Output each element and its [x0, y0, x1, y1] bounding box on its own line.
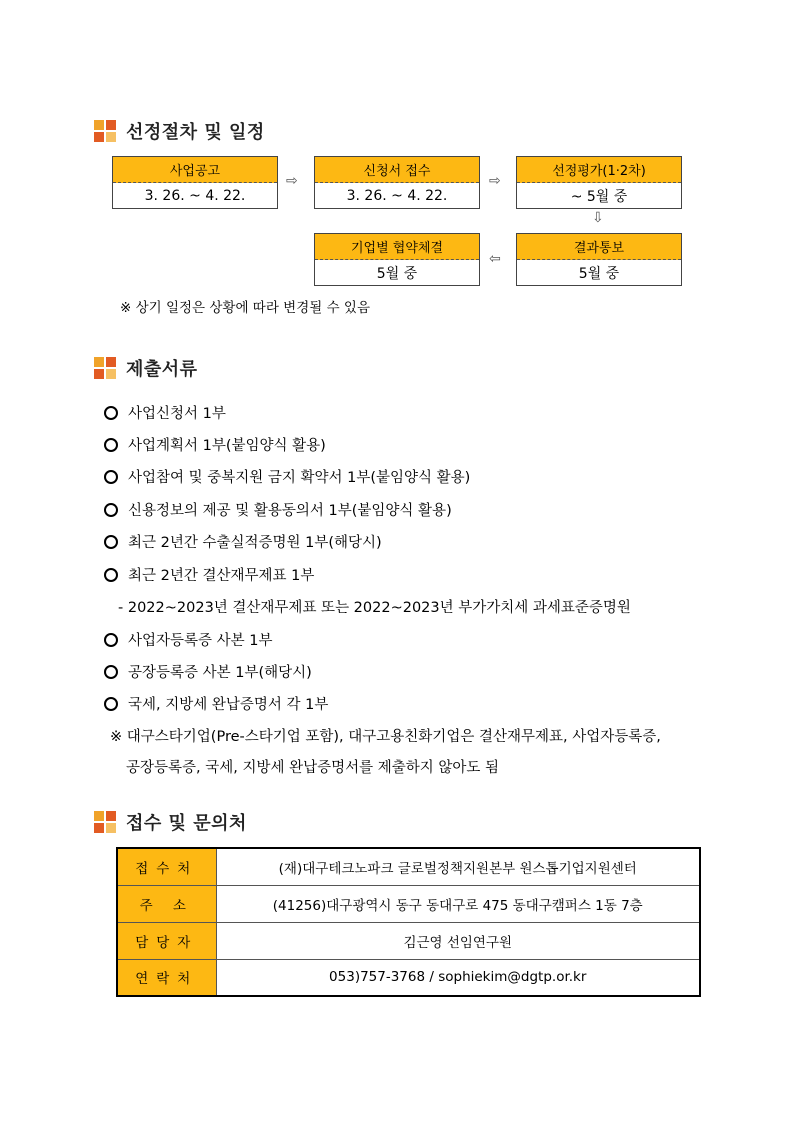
circle-bullet-icon [104, 406, 118, 420]
contact-label: 주 소 [117, 885, 216, 922]
step-application [314, 156, 480, 209]
list-item: 최근 2년간 수출실적증명원 1부(해당시) [104, 531, 382, 552]
circle-bullet-icon [104, 470, 118, 484]
circle-bullet-icon [104, 633, 118, 647]
table-row [117, 885, 700, 922]
list-sub-item: - 2022~2023년 결산재무제표 또는 2022~2023년 부가가치세 과세표준증명원 [118, 600, 631, 616]
section-title: 접수 및 문의처 [126, 813, 247, 834]
step-title: 선정평가(1·2차) [517, 157, 681, 183]
step-title: 사업공고 [113, 157, 277, 183]
circle-bullet-icon [104, 438, 118, 452]
list-item: 공장등록증 사본 1부(해당시) [104, 661, 312, 682]
section-bullet-icon [94, 357, 116, 379]
list-item: 최근 2년간 결산재무제표 1부 [104, 564, 314, 585]
circle-bullet-icon [104, 697, 118, 711]
contact-label: 연락처 [117, 959, 216, 996]
list-item: 사업참여 및 중복지원 금지 확약서 1부(붙임양식 활용) [104, 466, 470, 487]
step-date: 3. 26. ~ 4. 22. [346, 187, 448, 204]
step-date: 5월 중 [578, 265, 620, 282]
contact-value: 김근영 선임연구원 [216, 922, 700, 959]
table-row [117, 959, 700, 996]
arrow-right-icon: ⇨ [489, 173, 501, 189]
section-title: 선정절차 및 일정 [126, 122, 265, 143]
contact-value: (41256)대구광역시 동구 동대구로 475 동대구캠퍼스 1동 7층 [216, 885, 700, 922]
step-announcement [112, 156, 278, 209]
step-agreement [314, 233, 480, 286]
list-item: 사업신청서 1부 [104, 402, 226, 423]
list-item: 사업계획서 1부(붙임양식 활용) [104, 434, 326, 455]
step-title: 기업별 협약체결 [315, 234, 479, 260]
section-title: 제출서류 [126, 359, 198, 380]
contact-label: 담당자 [117, 922, 216, 959]
list-item: 국세, 지방세 완납증명서 각 1부 [104, 693, 328, 714]
list-item: 사업자등록증 사본 1부 [104, 629, 273, 650]
table-row [117, 922, 700, 959]
step-notification [516, 233, 682, 286]
circle-bullet-icon [104, 665, 118, 679]
contact-label: 접수처 [117, 848, 216, 885]
table-row [117, 848, 700, 885]
step-date: ~ 5월 중 [570, 188, 628, 205]
schedule-note: ※ 상기 일정은 상황에 따라 변경될 수 있음 [120, 300, 371, 316]
arrow-left-icon: ⇦ [489, 251, 501, 267]
contact-value[interactable]: 053)757-3768 / sophiekim@dgtp.or.kr [216, 959, 700, 996]
section-header-documents [94, 355, 198, 381]
arrow-down-icon: ⇩ [592, 210, 604, 226]
step-date: 5월 중 [376, 265, 418, 282]
section-header-schedule [94, 118, 265, 144]
list-item: 신용정보의 제공 및 활용동의서 1부(붙임양식 활용) [104, 499, 452, 520]
documents-note-continued: 공장등록증, 국세, 지방세 완납증명서를 제출하지 않아도 됨 [126, 760, 500, 776]
section-header-contact [94, 809, 247, 835]
step-title: 결과통보 [517, 234, 681, 260]
circle-bullet-icon [104, 535, 118, 549]
step-title: 신청서 접수 [315, 157, 479, 183]
section-bullet-icon [94, 120, 116, 142]
step-date: 3. 26. ~ 4. 22. [144, 187, 246, 204]
section-bullet-icon [94, 811, 116, 833]
contact-value: (재)대구테크노파크 글로벌정책지원본부 원스톱기업지원센터 [216, 848, 700, 885]
documents-note: ※ 대구스타기업(Pre-스타기업 포함), 대구고용친화기업은 결산재무제표, 사업자등록증, [110, 729, 661, 745]
circle-bullet-icon [104, 568, 118, 582]
circle-bullet-icon [104, 503, 118, 517]
contact-table [116, 847, 701, 997]
step-evaluation [516, 156, 682, 209]
arrow-right-icon: ⇨ [286, 173, 298, 189]
